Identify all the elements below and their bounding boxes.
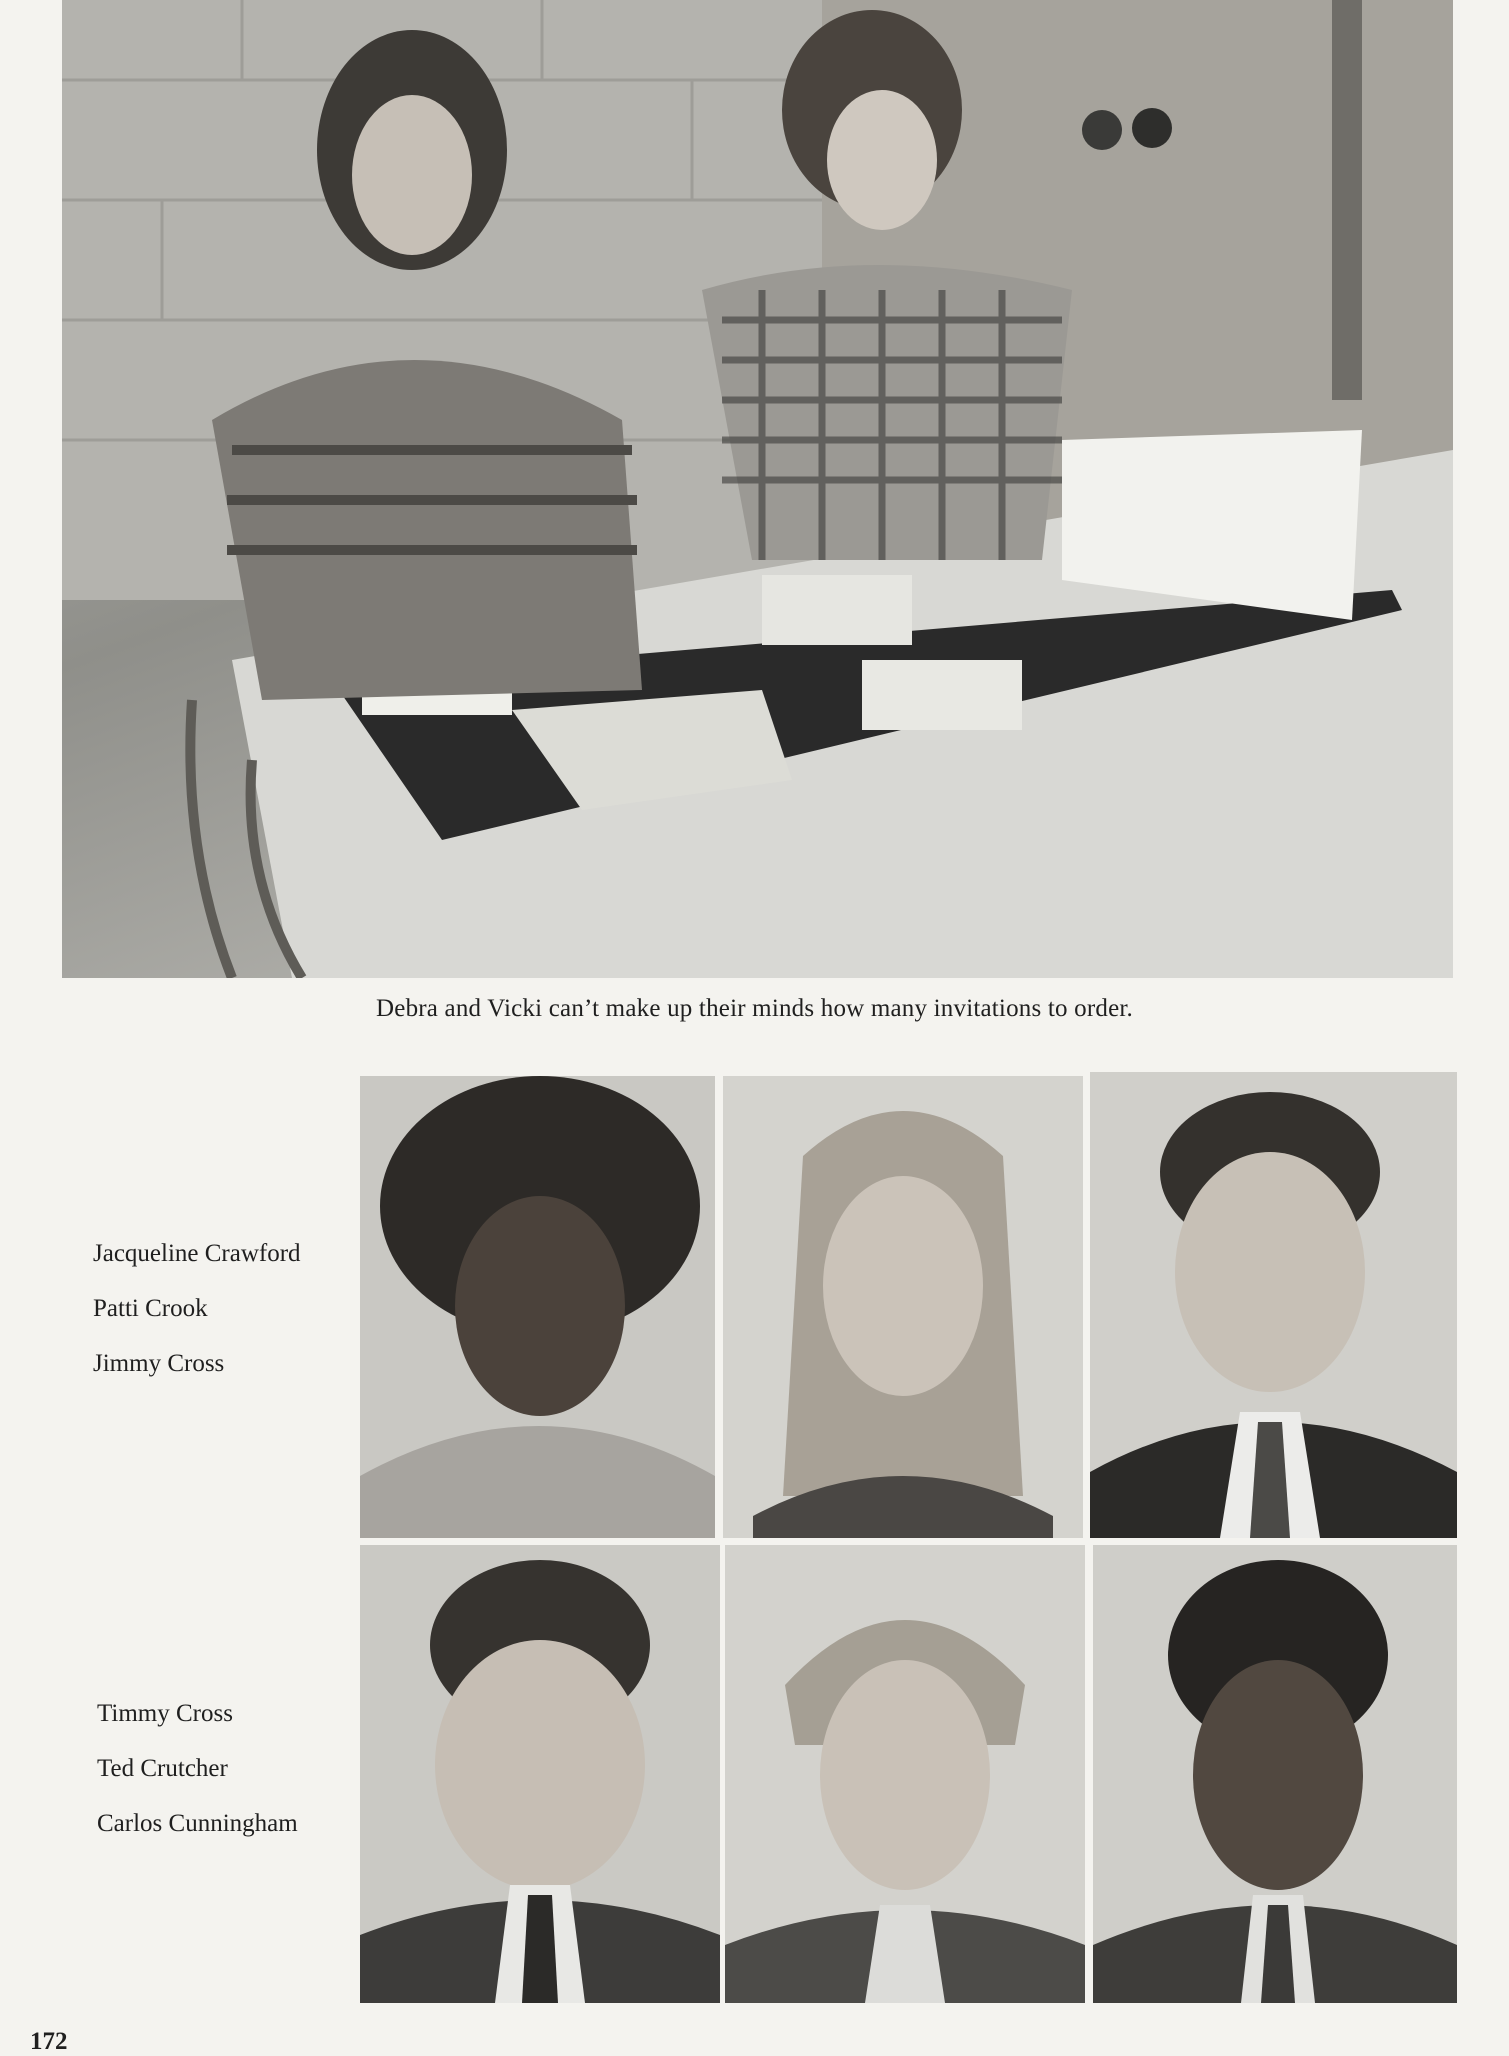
portrait-carlos-cunningham: [1093, 1545, 1457, 2003]
page-number: 172: [30, 2028, 68, 2055]
portrait-timmy-cross: [360, 1545, 720, 2003]
portrait-image: [1090, 1072, 1457, 1538]
student-name: Ted Crutcher: [97, 1755, 228, 1782]
portrait-ted-crutcher: [725, 1545, 1085, 2003]
portrait-jimmy-cross: [1090, 1072, 1457, 1538]
student-name: Jimmy Cross: [93, 1350, 225, 1377]
portrait-patti-crook: [723, 1076, 1083, 1538]
student-name: Carlos Cunningham: [97, 1810, 298, 1837]
portrait-image: [723, 1076, 1083, 1538]
portrait-image: [1093, 1545, 1457, 2003]
portrait-jacqueline-crawford: [360, 1076, 715, 1538]
portrait-image: [360, 1076, 715, 1538]
student-name: Timmy Cross: [97, 1700, 233, 1727]
main-photo-illustration: [62, 0, 1453, 978]
portrait-image: [360, 1545, 720, 2003]
portrait-image: [725, 1545, 1085, 2003]
student-name: Jacqueline Crawford: [93, 1240, 301, 1267]
photo-caption: Debra and Vicki can’t make up their minds how many invitations to order.: [376, 995, 1133, 1022]
name-list-top: [93, 1226, 301, 1391]
student-name: Patti Crook: [93, 1295, 208, 1322]
main-photo: [62, 0, 1453, 978]
name-list-bottom: [97, 1686, 298, 1851]
